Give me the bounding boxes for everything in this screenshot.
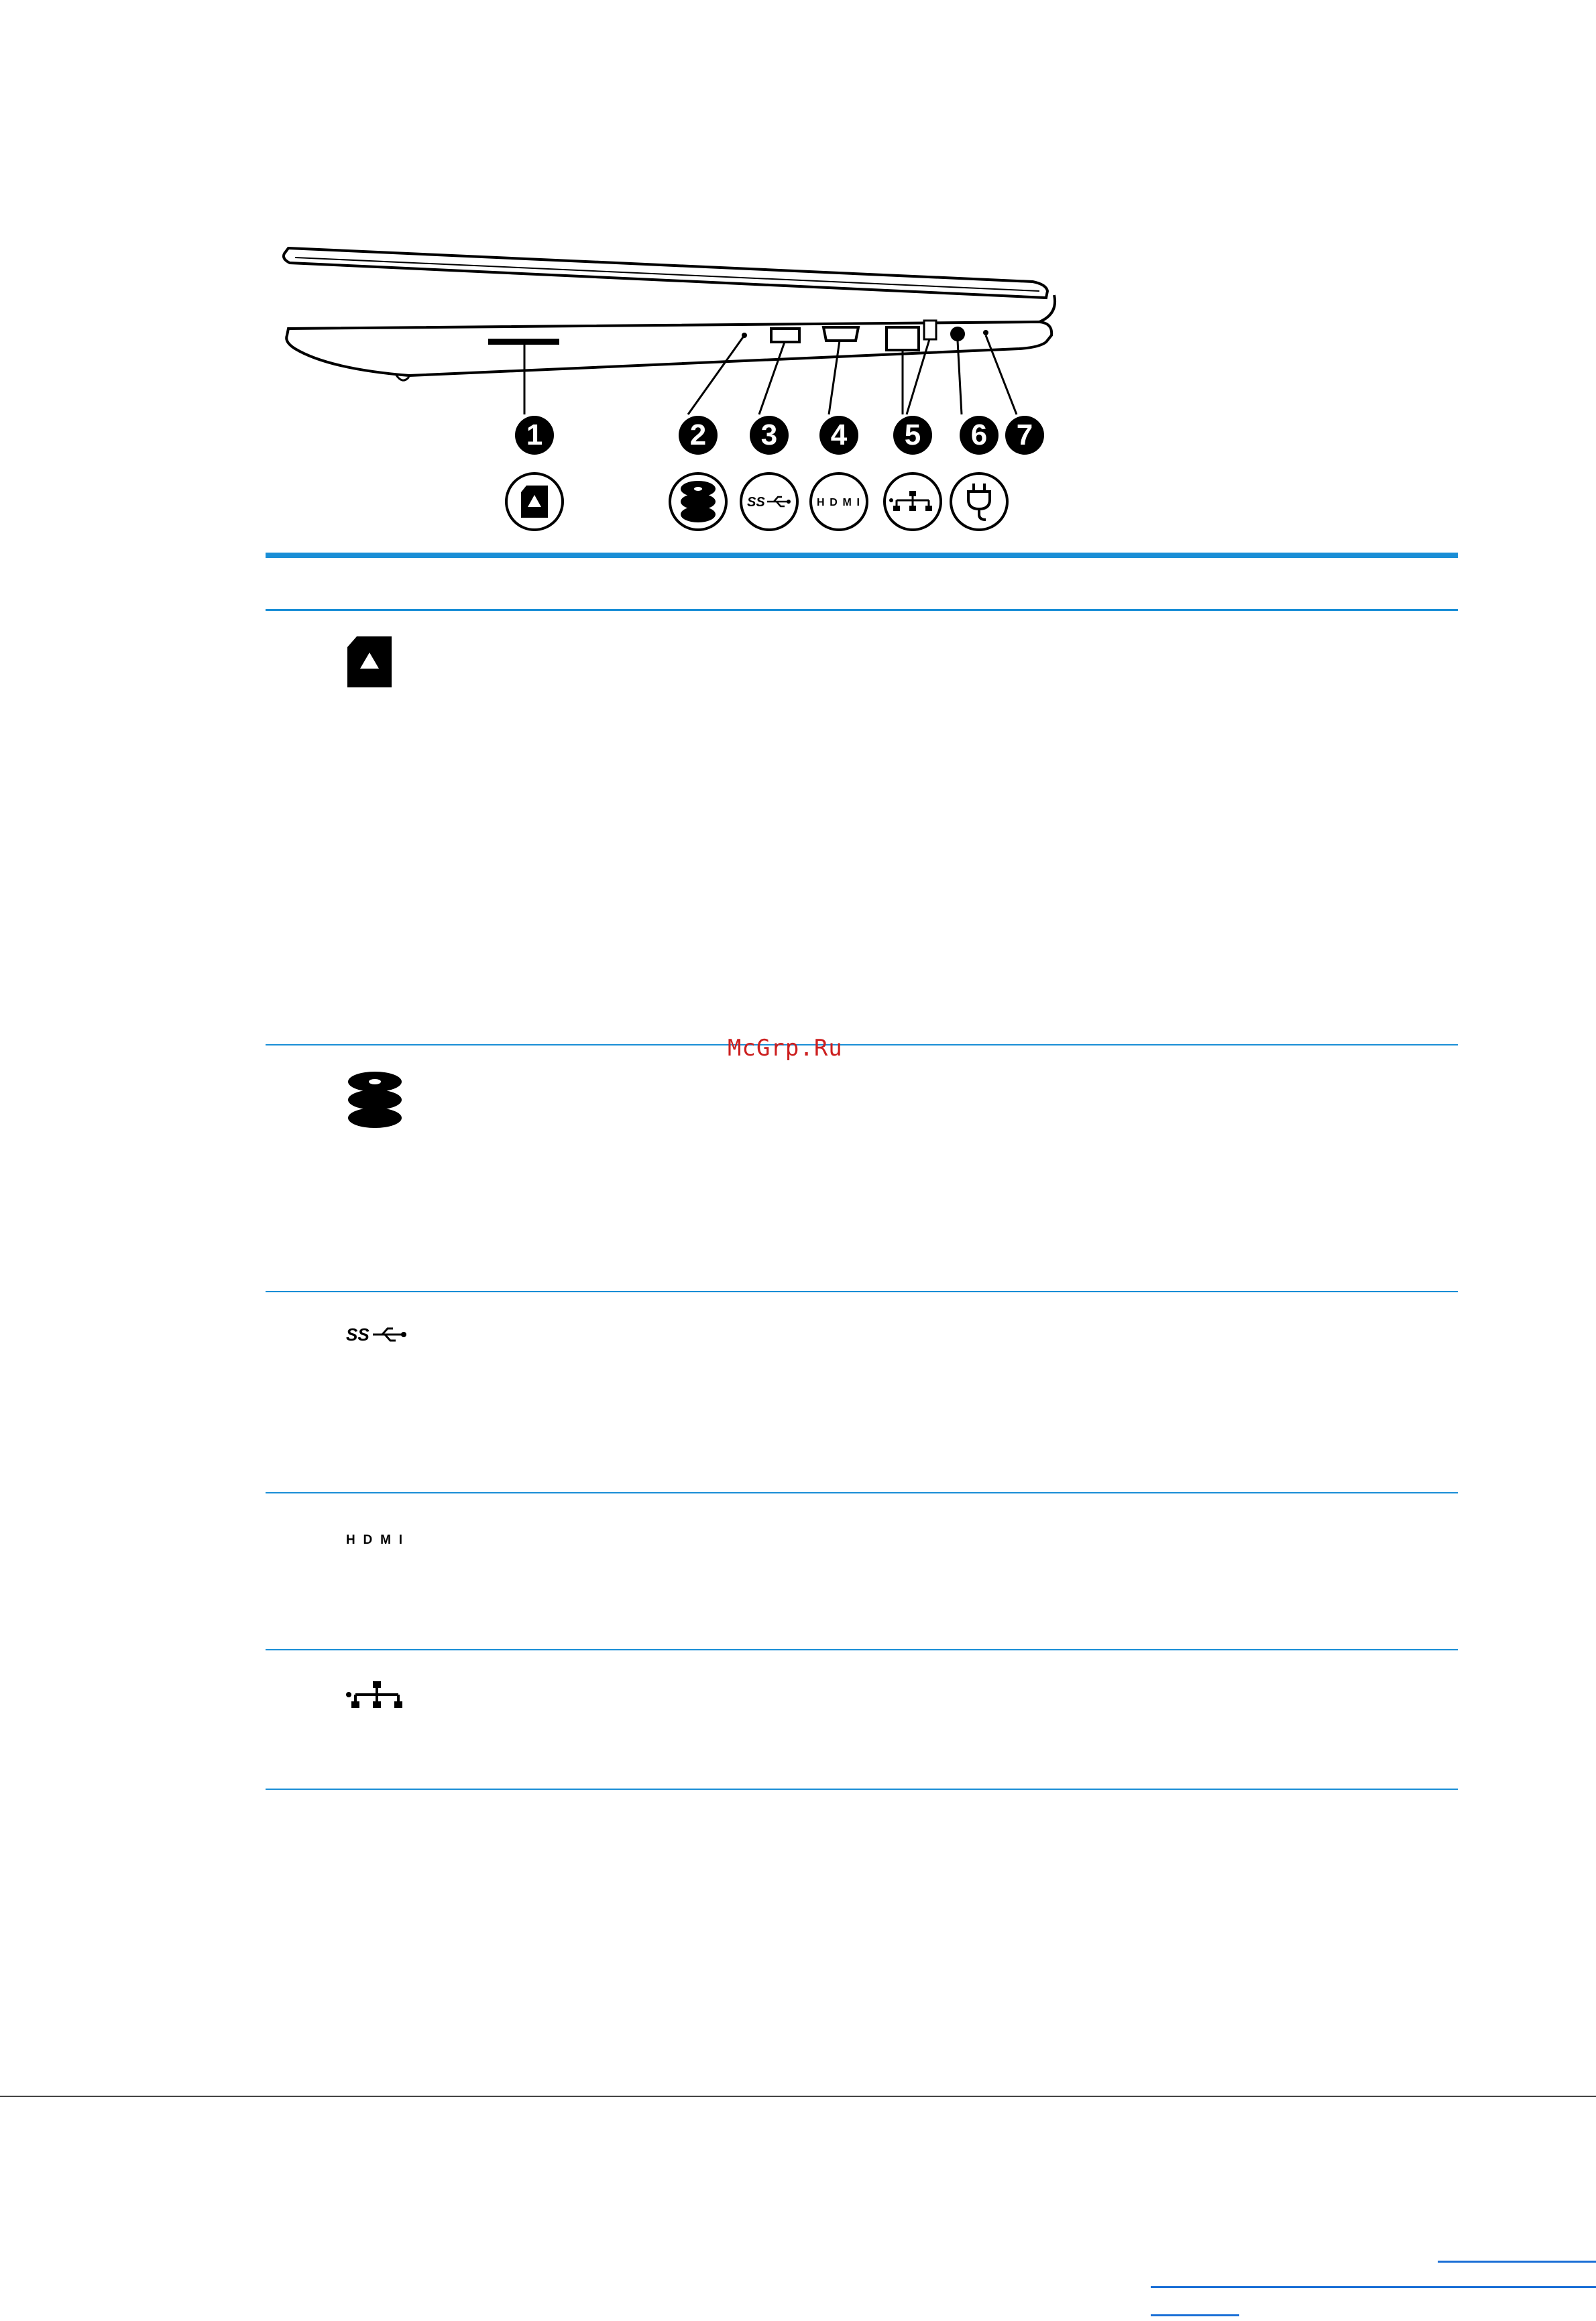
table-header-row [266,558,1458,611]
table-row [266,1292,1458,1493]
laptop-side-figure [275,235,1080,543]
svg-text:SS: SS [747,495,765,510]
memory-card-slot [488,339,559,345]
callout-number: 3 [750,416,789,455]
svg-text:HDMI: HDMI [817,497,860,507]
drive-activity-icon [669,472,728,531]
table-row [266,1493,1458,1650]
usb-superspeed-icon [740,472,799,531]
power-connector [950,327,965,341]
drive-activity-icon [346,1070,413,1137]
callout-3 [740,416,799,531]
callout-7 [1005,416,1044,455]
link-underlines [1151,2261,1596,2321]
table-row [266,611,1458,1045]
svg-text:HDMI: HDMI [346,1533,402,1546]
network-rj45-icon [883,472,942,531]
hdmi-port [823,327,858,341]
usb-port [771,329,799,342]
laptop-side-view [275,235,1080,416]
memory-card-icon [505,472,564,531]
hdmi-icon [346,1518,413,1585]
callout-5 [883,416,942,531]
callout-4 [809,416,868,531]
battery-light [983,330,988,335]
callout-number: 6 [960,416,999,455]
components-table [266,553,1458,1790]
callout-number: 7 [1005,416,1044,455]
callout-number: 1 [515,416,554,455]
table-top-rule [266,553,1458,558]
callout-number: 2 [679,416,718,455]
callout-1 [505,416,564,531]
usb-superspeed-icon [346,1316,413,1383]
rj45-lights [924,321,936,339]
network-rj45-icon [346,1675,413,1742]
table-row [266,1045,1458,1292]
footer-rule [0,2096,1596,2097]
callout-number: 5 [893,416,932,455]
callout-6 [950,416,1009,531]
callout-number: 4 [819,416,858,455]
hdmi-icon [809,472,868,531]
memory-card-icon [346,635,413,702]
watermark-text: McGrp.Ru [728,1035,843,1062]
callout-2 [669,416,728,531]
rj45-port [887,327,919,350]
power-plug-icon [950,472,1009,531]
table-row [266,1650,1458,1790]
svg-text:SS: SS [346,1324,369,1345]
